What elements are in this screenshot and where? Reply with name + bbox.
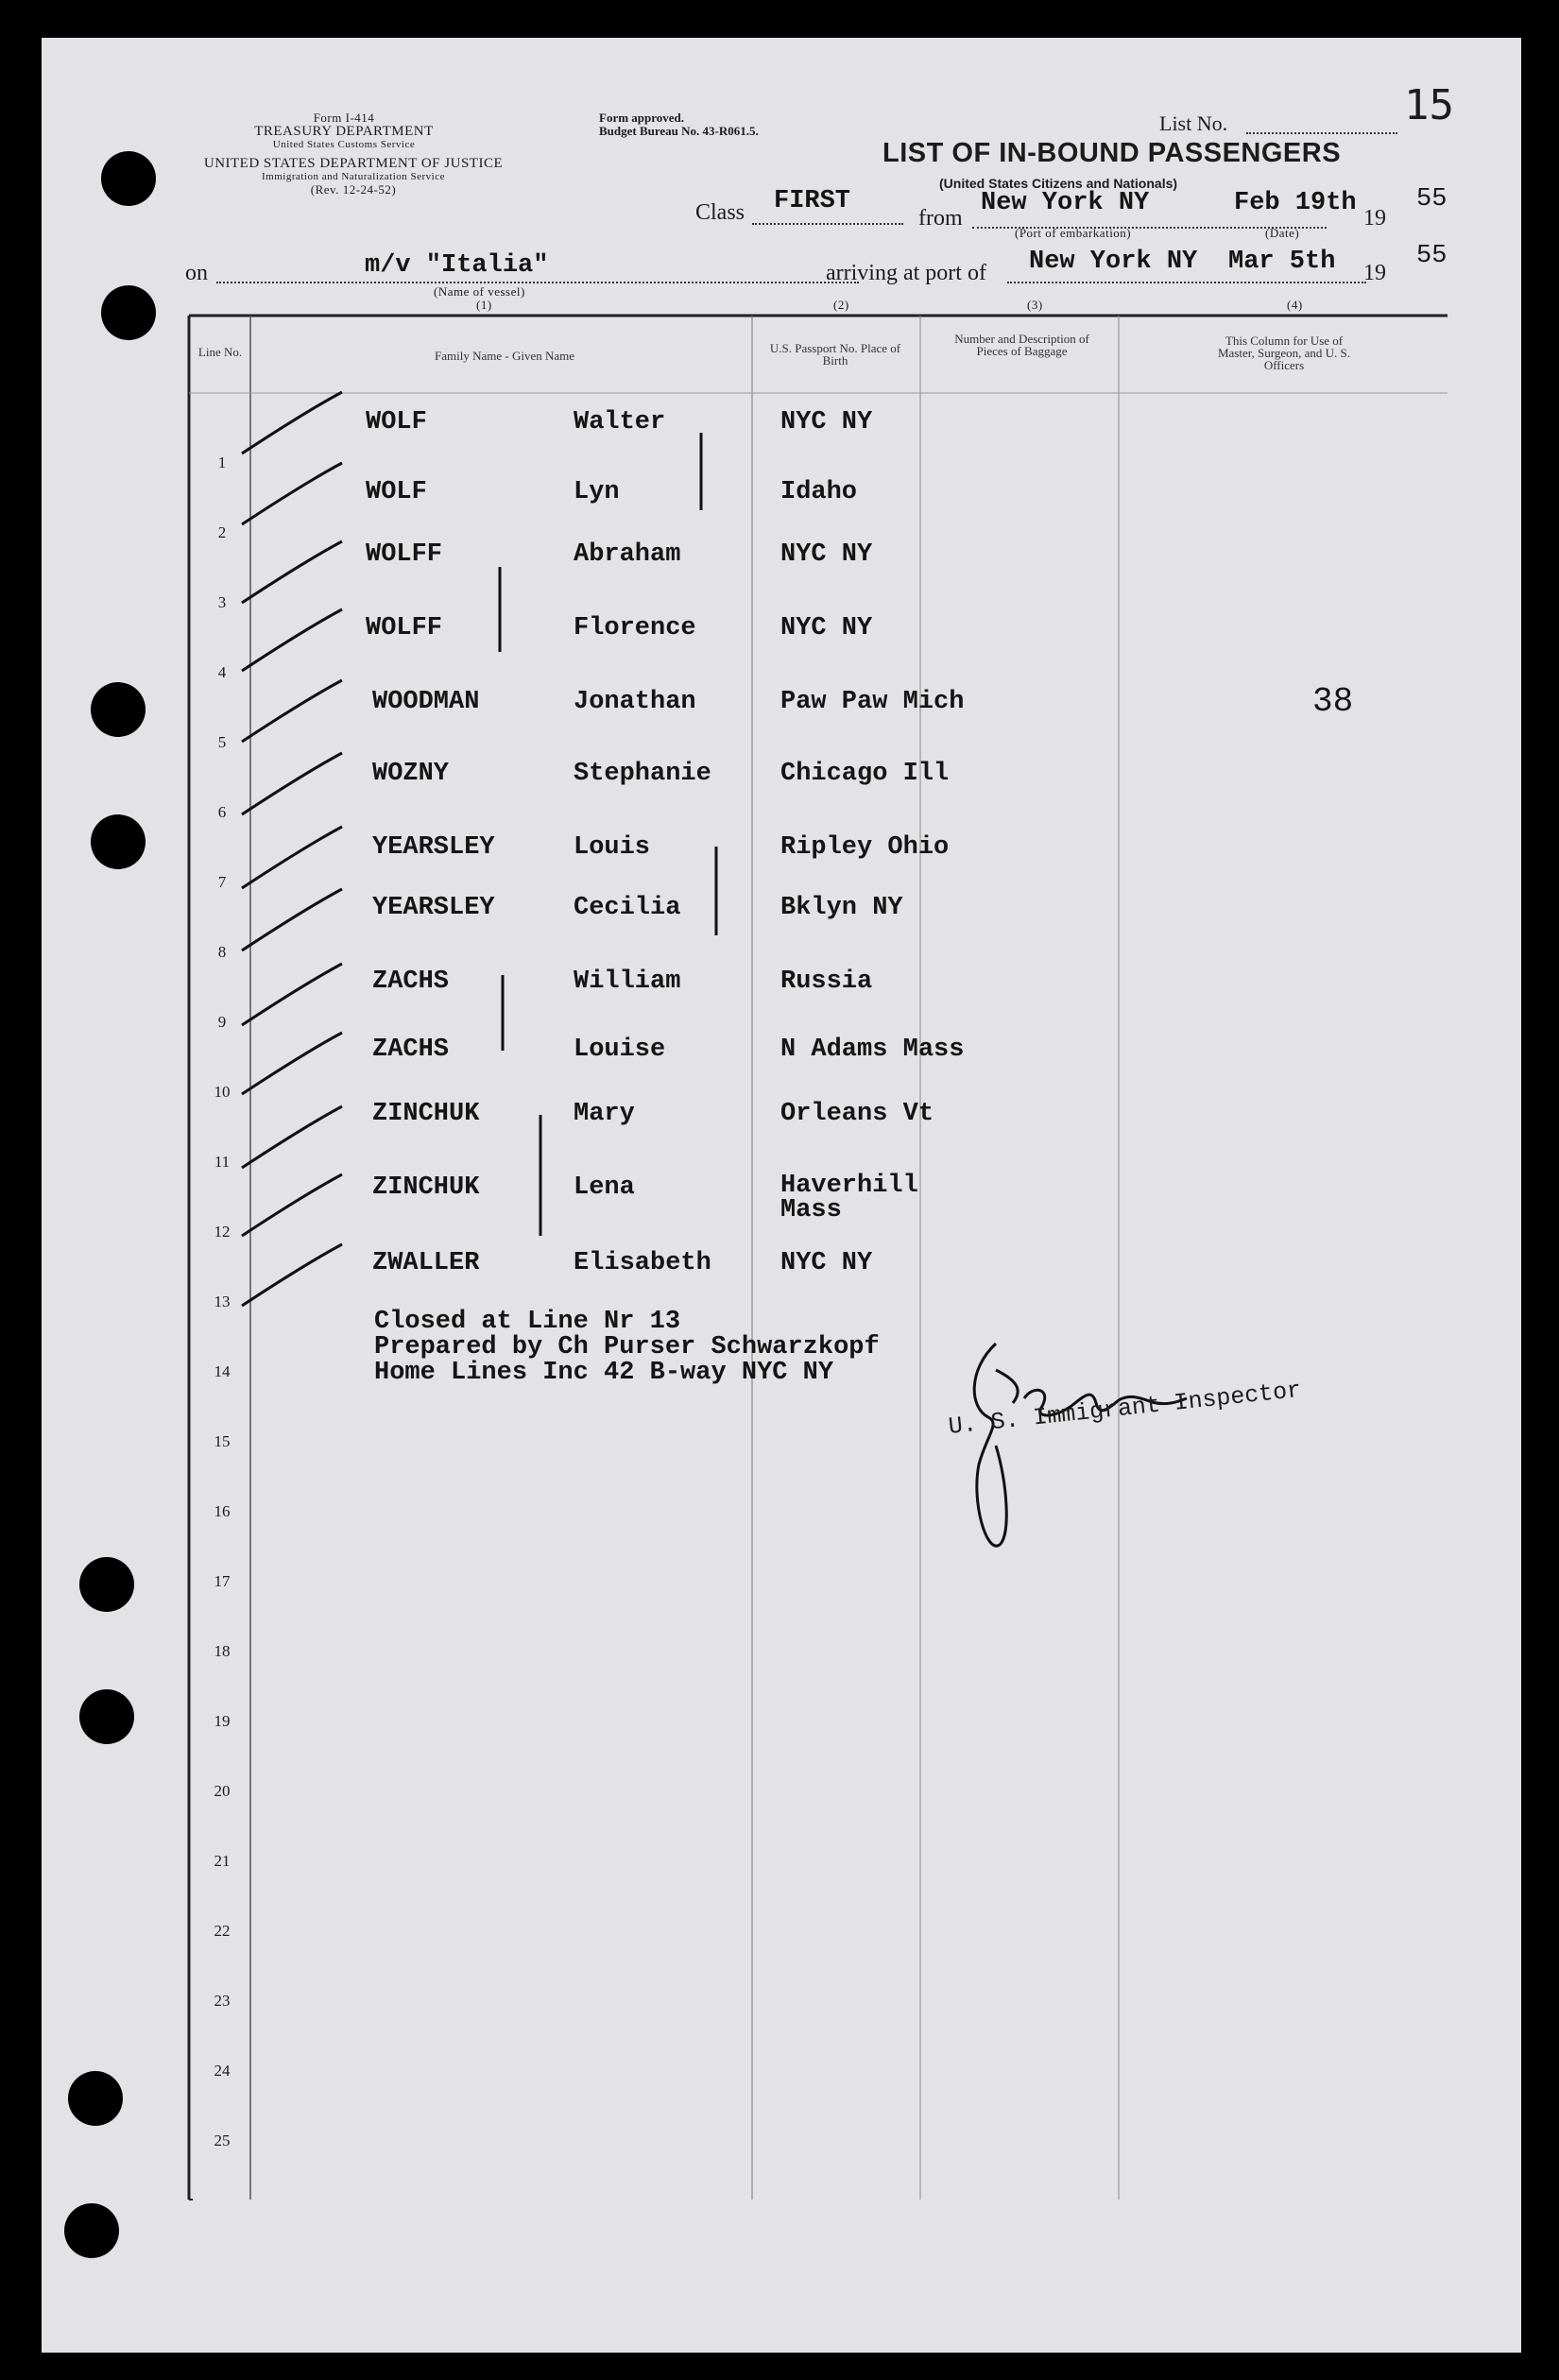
family-name: ZINCHUK (372, 1173, 480, 1202)
family-name: YEARSLEY (372, 833, 495, 862)
birthplace: Paw Paw Mich (780, 688, 965, 716)
caption-2: (2) (833, 298, 849, 312)
line-number: 24 (214, 2062, 231, 2080)
family-name: WOZNY (372, 760, 450, 788)
col-passport: U.S. Passport No. Place of Birth (769, 341, 901, 368)
line-number: 7 (217, 873, 227, 891)
birthplace: NYC NY (780, 540, 873, 569)
family-name: ZINCHUK (372, 1100, 480, 1128)
closed-note: Closed at Line Nr 13 (374, 1308, 681, 1336)
check-mark (242, 964, 342, 1025)
page-title: LIST OF IN-BOUND PASSENGERS (882, 138, 1342, 168)
given-name: Mary (574, 1100, 635, 1128)
on-label: on (185, 261, 208, 285)
family-name: ZACHS (372, 967, 450, 996)
given-name: Louise (574, 1036, 666, 1064)
line-number: 4 (217, 663, 227, 681)
birthplace: Chicago Ill (780, 760, 950, 788)
check-mark (242, 1244, 342, 1306)
col-line-no: Line No. (197, 345, 243, 359)
birthplace: Bklyn NY (780, 894, 903, 922)
year-prefix: 19 (1363, 206, 1386, 231)
line-number: 14 (214, 1362, 231, 1380)
vessel-caption: (Name of vessel) (434, 284, 525, 299)
check-mark (242, 1033, 342, 1094)
budget-bureau: Budget Bureau No. 43-R061.5. (599, 124, 759, 138)
depart-date: Feb 19th (1234, 189, 1357, 217)
family-name: ZACHS (372, 1036, 450, 1064)
check-mark (242, 1106, 342, 1168)
check-mark (242, 541, 342, 603)
line-number: 20 (214, 1782, 231, 1800)
line-number: 11 (214, 1153, 231, 1171)
port-caption: (Port of embarkation) (1015, 226, 1132, 240)
line-number: 25 (214, 2132, 231, 2149)
arrival-port: New York NY (1029, 248, 1198, 276)
depart-year: 55 (1416, 185, 1448, 214)
family-name: WOLFF (366, 540, 443, 569)
family-name: WOLF (366, 408, 427, 437)
col-name: Family Name - Given Name (434, 349, 574, 363)
form-approved: Form approved. (599, 111, 685, 125)
birthplace: Haverhill Mass (780, 1172, 918, 1224)
family-name: WOLF (366, 478, 427, 506)
company-note: Home Lines Inc 42 B-way NYC NY (374, 1359, 834, 1387)
birthplace: N Adams Mass (780, 1036, 965, 1064)
line-number: 10 (214, 1083, 231, 1101)
check-marks (42, 38, 1521, 2353)
line-number: 2 (217, 523, 227, 541)
page-number: 15 (1404, 81, 1454, 129)
check-mark (242, 1174, 342, 1236)
given-name: Lena (574, 1173, 635, 1202)
col-baggage: Number and Description of Pieces of Baggage (954, 332, 1089, 358)
from-port: New York NY (981, 189, 1150, 217)
check-mark (242, 463, 342, 524)
check-mark (242, 889, 342, 950)
inspector-title: U. S. Immigrant Inspector (947, 1376, 1303, 1441)
given-name: Louis (574, 833, 651, 862)
arriving-label: arriving at port of (826, 261, 986, 285)
from-label: from (918, 206, 963, 231)
inspector-signature (930, 1332, 1204, 1559)
given-name: Jonathan (574, 688, 696, 716)
line-number: 19 (214, 1712, 231, 1730)
line-number: 3 (217, 593, 227, 611)
immigration-service: Immigration and Naturalization Service (261, 171, 446, 182)
given-name: Florence (574, 614, 696, 642)
given-name: Cecilia (574, 894, 681, 922)
family-name: WOLFF (366, 614, 443, 642)
family-name: YEARSLEY (372, 894, 495, 922)
treasury-department: TREASURY DEPARTMENT (254, 124, 434, 139)
class-label: Class (695, 200, 745, 225)
line-number: 23 (214, 1992, 231, 2010)
page-subtitle: (United States Citizens and Nationals) (939, 176, 1178, 191)
customs-service: United States Customs Service (272, 139, 416, 150)
birthplace: Ripley Ohio (780, 833, 950, 862)
given-name: William (574, 967, 681, 996)
officer-note: 38 (1312, 682, 1354, 721)
line-number: 8 (217, 943, 227, 961)
vessel-name: m/v "Italia" (365, 251, 549, 280)
line-number: 16 (214, 1502, 231, 1520)
family-name: ZWALLER (372, 1249, 480, 1277)
manifest-page (42, 38, 1521, 2353)
family-name: WOODMAN (372, 688, 480, 716)
closing-notes (374, 1310, 880, 1386)
line-number: 21 (214, 1852, 231, 1870)
line-number: 15 (214, 1432, 231, 1450)
given-name: Stephanie (574, 760, 711, 788)
date-caption: (Date) (1265, 226, 1300, 240)
check-mark (242, 392, 342, 454)
given-name: Walter (574, 408, 666, 437)
given-name: Abraham (574, 540, 681, 569)
line-number: 9 (217, 1013, 227, 1031)
line-number: 17 (214, 1572, 231, 1590)
line-number: 18 (214, 1642, 231, 1660)
birthplace: NYC NY (780, 1249, 873, 1277)
birthplace: NYC NY (780, 408, 873, 437)
birthplace: Russia (780, 967, 873, 996)
revision: (Rev. 12-24-52) (310, 182, 397, 197)
col-officers: This Column for Use of Master, Surgeon, and U. S. Officers (1217, 334, 1351, 372)
prepared-note: Prepared by Ch Purser Schwarzkopf (374, 1333, 880, 1361)
birthplace: NYC NY (780, 614, 873, 642)
class-value: FIRST (774, 187, 851, 215)
given-name: Lyn (574, 478, 620, 506)
form-number: Form I-414 (313, 111, 375, 125)
justice-department: UNITED STATES DEPARTMENT OF JUSTICE (203, 156, 504, 171)
birthplace: Idaho (780, 478, 858, 506)
line-number: 5 (217, 733, 227, 751)
birthplace: Orleans Vt (780, 1100, 934, 1128)
given-name: Elisabeth (574, 1249, 711, 1277)
line-number: 1 (217, 454, 227, 471)
caption-3: (3) (1027, 298, 1043, 312)
check-mark (242, 753, 342, 814)
arrival-date: Mar 5th (1228, 248, 1336, 276)
line-number: 22 (214, 1922, 231, 1940)
year-prefix: 19 (1363, 261, 1386, 285)
caption-1: (1) (476, 298, 492, 312)
check-mark (242, 680, 342, 742)
list-no-label: List No. (1159, 111, 1228, 135)
check-mark (242, 609, 342, 671)
caption-4: (4) (1287, 298, 1303, 312)
arrival-year: 55 (1416, 242, 1448, 270)
check-mark (242, 827, 342, 888)
line-number: 6 (217, 803, 227, 821)
line-number: 13 (214, 1293, 231, 1310)
line-number: 12 (214, 1223, 231, 1241)
